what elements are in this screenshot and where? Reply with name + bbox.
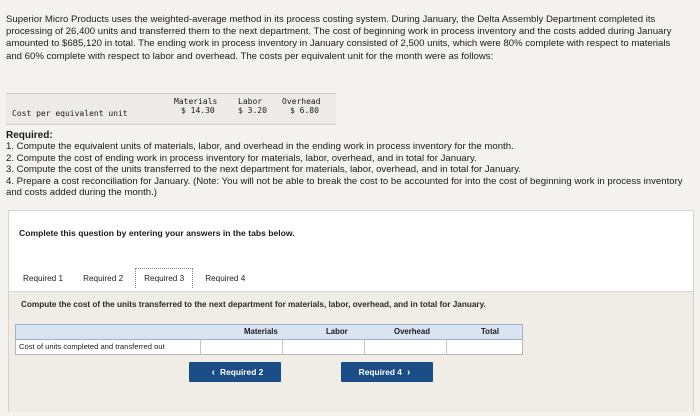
value-labor: $ 3.20 <box>238 106 267 115</box>
tab-required-2[interactable]: Required 2 <box>75 269 131 288</box>
required-section <box>6 130 696 198</box>
grid-header-overhead: Overhead <box>394 327 430 336</box>
chevron-right-icon: › <box>406 366 411 378</box>
next-required-button[interactable] <box>341 362 433 382</box>
required-item-3: 3. Compute the cost of the units transferred to the next department for materials, labor, overhead, and in total for January. <box>6 164 521 176</box>
panel-instruction: Complete this question by entering your answers in the tabs below. <box>19 228 295 238</box>
tab-required-3[interactable]: Required 3 <box>135 268 193 288</box>
header-labor: Labor <box>238 97 263 106</box>
grid-row-label: Cost of units completed and transferred out <box>19 342 165 351</box>
required-item-1: 1. Compute the equivalent units of materials, labor, and overhead in the ending work in process inventory for the month. <box>6 141 514 153</box>
materials-input[interactable] <box>200 340 283 354</box>
labor-input[interactable] <box>282 340 365 354</box>
problem-intro: Superior Micro Products uses the weighted-average method in its process costing system. During January, the Delta Assembly Department completed its processing of 26,400 units and transferred them to the next department. The cost of beginning work in process inventory and the costs added during January amounted to $685,120 in total. The ending work in process inventory in January consisted of 2,500 units, which were 80% complete with respect to materials and 60% complete with respect to labor and overhead. The costs per equivalent unit for the month were as follows: <box>6 14 672 62</box>
value-materials: $ 14.30 <box>181 106 215 115</box>
overhead-input[interactable] <box>364 340 447 354</box>
tab-required-4[interactable]: Required 4 <box>197 269 253 288</box>
required-item-2: 2. Compute the cost of ending work in process inventory for materials, labor, overhead, and in total for January. <box>6 152 477 164</box>
required-heading: Required: <box>6 130 53 141</box>
total-input[interactable] <box>446 340 524 354</box>
prev-required-button[interactable] <box>189 362 281 382</box>
grid-header-materials: Materials <box>244 327 278 336</box>
header-materials: Materials <box>174 97 218 106</box>
required-item-4: 4. Prepare a cost reconciliation for January. (Note: You will not be able to break the cost to be accounted for into the cost of beginning work in process inventory and costs added during the month.) <box>6 175 683 199</box>
question-text: Compute the cost of the units transferred to the next department for materials, labor, overhead, and in total for January. <box>21 300 486 309</box>
tab-content <box>9 291 693 412</box>
next-button-label: Required 4 <box>358 367 402 377</box>
table-row <box>15 340 523 355</box>
answer-panel <box>8 210 694 412</box>
cost-per-unit-table <box>6 93 336 125</box>
grid-header-row <box>15 324 523 340</box>
prev-button-label: Required 2 <box>220 367 264 377</box>
answer-grid <box>15 324 523 355</box>
header-overhead: Overhead <box>282 97 321 106</box>
grid-header-labor: Labor <box>326 327 348 336</box>
grid-header-total: Total <box>481 327 500 336</box>
tab-required-1[interactable]: Required 1 <box>15 269 71 288</box>
chevron-left-icon: ‹ <box>211 366 216 378</box>
cost-row-label: Cost per equivalent unit <box>12 109 128 118</box>
value-overhead: $ 6.80 <box>290 106 319 115</box>
required-tabs <box>9 265 693 291</box>
